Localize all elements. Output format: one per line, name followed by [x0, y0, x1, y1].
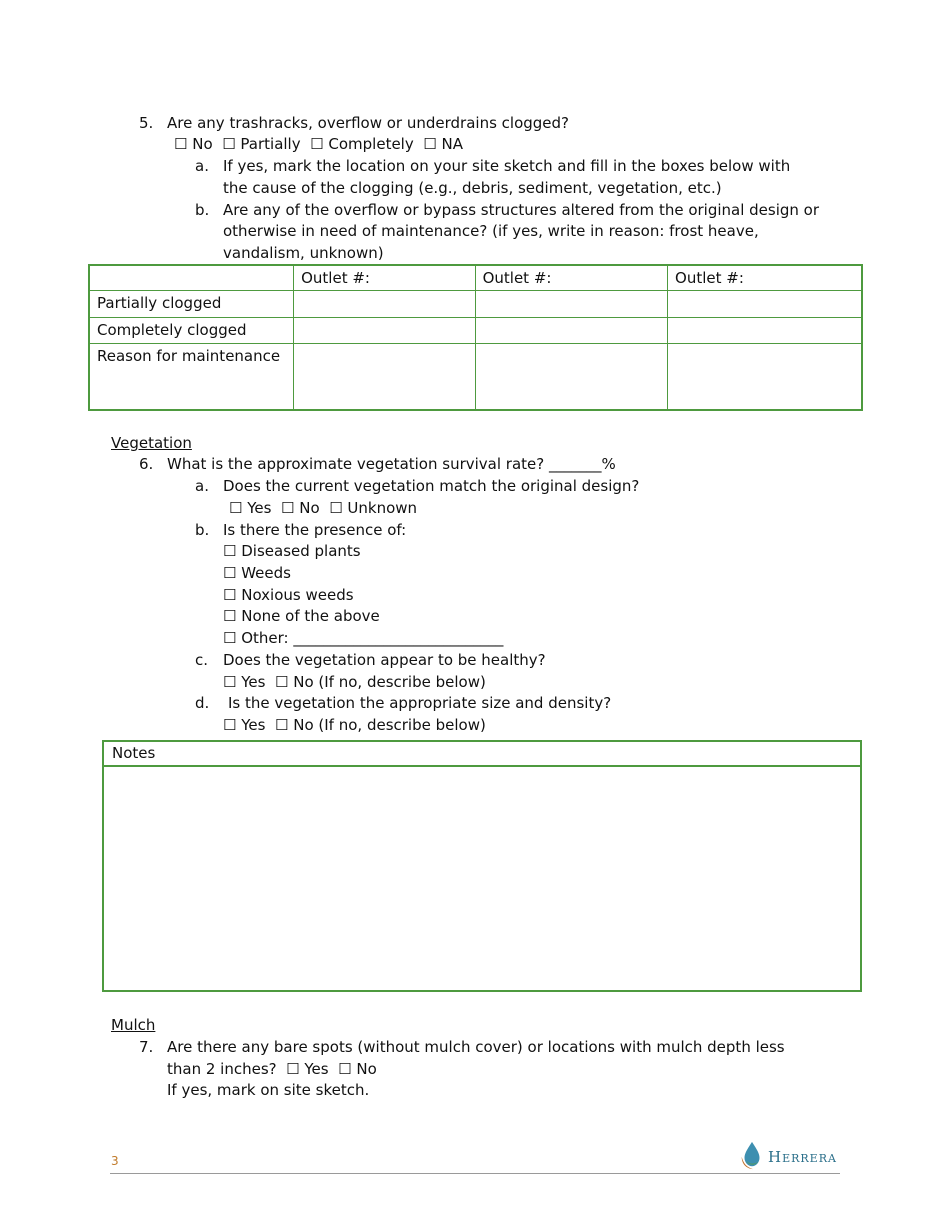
q7-line1: Are there any bare spots (without mulch cover) or locations with mulch depth less [167, 1038, 785, 1056]
checkbox-yes[interactable]: ☐ [223, 673, 237, 691]
q5a-line2: the cause of the clogging (e.g., debris, sediment, vegetation, etc.) [223, 179, 722, 197]
q6a-label: a. [195, 477, 209, 495]
option-label: Noxious weeds [241, 586, 354, 604]
q5-text: Are any trashracks, overflow or underdrains clogged? [167, 114, 570, 132]
checkbox-no[interactable]: ☐ [281, 499, 295, 517]
q5a-label: a. [195, 157, 209, 175]
table-row [89, 318, 862, 344]
mulch-heading: Mulch [111, 1016, 156, 1034]
q5b-line3: vandalism, unknown) [223, 244, 384, 262]
table-row [89, 291, 862, 318]
q6d-label: d. [195, 694, 210, 712]
checkbox-no[interactable]: ☐ [338, 1060, 352, 1078]
row-label: Completely clogged [89, 318, 294, 344]
option-label: Other: ____________________________ [241, 629, 504, 647]
table-cell[interactable] [475, 344, 667, 410]
option-label: Partially [240, 135, 301, 153]
logo-text: Herrera [768, 1148, 837, 1166]
q5a-line1: If yes, mark the location on your site sketch and fill in the boxes below with [223, 157, 791, 175]
q6b-label: b. [195, 521, 210, 539]
table-cell[interactable] [294, 291, 475, 318]
checkbox-yes[interactable]: ☐ [229, 499, 243, 517]
q5-options [174, 134, 463, 155]
checkbox-weeds[interactable]: ☐ [223, 564, 237, 582]
checkbox-noxious-weeds[interactable]: ☐ [223, 586, 237, 604]
q6c-label: c. [195, 651, 209, 669]
table-cell[interactable] [475, 318, 667, 344]
option-label: Yes [304, 1060, 329, 1078]
q5b-label: b. [195, 201, 210, 219]
checkbox-yes[interactable]: ☐ [223, 716, 237, 734]
table-row [89, 344, 862, 410]
table-header-cell: Outlet #: [668, 265, 862, 291]
option-label: No (If no, describe below) [293, 673, 486, 691]
checkbox-no[interactable]: ☐ [174, 135, 188, 153]
option-label: No [192, 135, 213, 153]
option-label: Diseased plants [241, 542, 361, 560]
checkbox-diseased-plants[interactable]: ☐ [223, 542, 237, 560]
footer-divider [110, 1173, 840, 1174]
option-label: No [299, 499, 320, 517]
page-number: 3 [111, 1154, 119, 1168]
outlet-table [88, 264, 863, 411]
option-label: Unknown [347, 499, 418, 517]
option-label: Weeds [241, 564, 291, 582]
option-other [223, 628, 503, 649]
q5-number: 5. [139, 114, 154, 132]
row-label: Reason for maintenance [89, 344, 294, 410]
q6c-text: Does the vegetation appear to be healthy? [223, 651, 546, 669]
q6b-text: Is there the presence of: [223, 521, 407, 539]
notes-area[interactable] [104, 767, 860, 990]
option-label: NA [441, 135, 463, 153]
table-header-row [89, 265, 862, 291]
checkbox-none[interactable]: ☐ [223, 607, 237, 625]
checkbox-na[interactable]: ☐ [423, 135, 437, 153]
option-label: None of the above [241, 607, 380, 625]
table-header-cell: Outlet #: [294, 265, 475, 291]
q6c-options [223, 672, 486, 693]
q6d-text: Is the vegetation the appropriate size and density? [228, 694, 612, 712]
notes-heading: Notes [104, 742, 860, 767]
q6a-text: Does the current vegetation match the original design? [223, 477, 640, 495]
option-label: Yes [241, 716, 266, 734]
table-cell[interactable] [475, 291, 667, 318]
checkbox-completely[interactable]: ☐ [310, 135, 324, 153]
checkbox-other[interactable]: ☐ [223, 629, 237, 647]
table-cell[interactable] [668, 344, 862, 410]
checkbox-unknown[interactable]: ☐ [329, 499, 343, 517]
notes-box [102, 740, 862, 992]
q6d-options [223, 715, 486, 736]
option-diseased-plants [223, 541, 361, 562]
q7-line3: If yes, mark on site sketch. [167, 1081, 370, 1099]
table-cell[interactable] [668, 291, 862, 318]
option-noxious-weeds [223, 585, 354, 606]
herrera-logo-icon [738, 1140, 766, 1170]
table-header-cell [89, 265, 294, 291]
option-label: Yes [247, 499, 272, 517]
q6-text: What is the approximate vegetation survival rate? _______% [167, 455, 616, 473]
q6a-options [229, 498, 417, 519]
q5b-line1: Are any of the overflow or bypass structures altered from the original design or [223, 201, 820, 219]
option-weeds [223, 563, 291, 584]
table-header-cell: Outlet #: [475, 265, 667, 291]
option-label: No [356, 1060, 377, 1078]
option-label: Yes [241, 673, 266, 691]
q5b-line2: otherwise in need of maintenance? (if yes, write in reason: frost heave, [223, 222, 759, 240]
option-label: Completely [328, 135, 414, 153]
vegetation-heading: Vegetation [111, 434, 192, 452]
table-cell[interactable] [294, 318, 475, 344]
q7-line2 [167, 1059, 377, 1080]
checkbox-no[interactable]: ☐ [275, 716, 289, 734]
table-cell[interactable] [668, 318, 862, 344]
option-none [223, 606, 380, 627]
table-cell[interactable] [294, 344, 475, 410]
checkbox-partially[interactable]: ☐ [222, 135, 236, 153]
checkbox-yes[interactable]: ☐ [286, 1060, 300, 1078]
row-label: Partially clogged [89, 291, 294, 318]
checkbox-no[interactable]: ☐ [275, 673, 289, 691]
option-label: No (If no, describe below) [293, 716, 486, 734]
q7-line2-text: than 2 inches? [167, 1060, 277, 1078]
q7-number: 7. [139, 1038, 154, 1056]
q6-number: 6. [139, 455, 154, 473]
